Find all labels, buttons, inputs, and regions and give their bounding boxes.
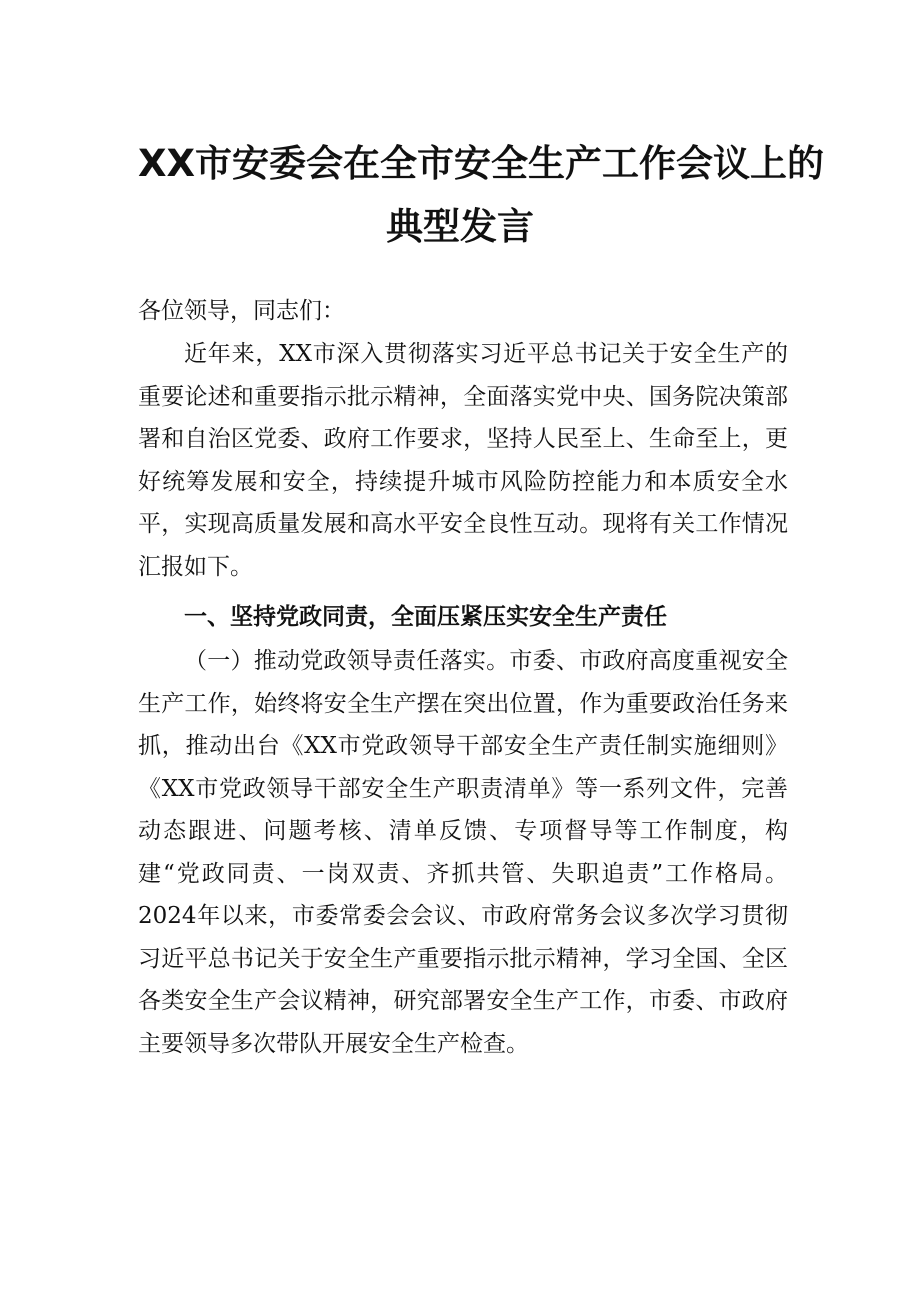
section-1-paragraph-1: （一）推动党政领导责任落实。市委、市政府高度重视安全生产工作，始终将安全生产摆在突出位置，作为重要政治任务来抓，推动出台《XX市党政领导干部安全生产责任制实施细则》《XX市党政领导干部安全生产职责清单》等一系列文件，完善动态跟进、问题考核、清单反馈、专项督导等工作制度，构建“党政同责、一岗双责、齐抓共管、失职追责”工作格局。2024年以来，市委常委会会议、市政府常务会议多次学习贯彻习近平总书记关于安全生产重要指示批示精神，学习全国、全区各类安全生产会议精神，研究部署安全生产工作，市委、市政府主要领导多次带队开展安全生产检查。 [138, 648, 788, 1057]
document-title-line-1: XX市安委会在全市安全生产工作会议上的 [138, 142, 825, 185]
document-title-line-2: 典型发言 [386, 205, 534, 248]
salutation: 各位领导，同志们： [138, 298, 345, 324]
intro-paragraph: 近年来，XX市深入贯彻落实习近平总书记关于安全生产的重要论述和重要指示批示精神，全面落实党中央、国务院决策部署和自治区党委、政府工作要求，坚持人民至上、生命至上，更好统筹发展和安全，持续提升城市风险防控能力和本质安全水平，实现高质量发展和高水平安全良性互动。现将有关工作情况汇报如下。 [138, 341, 788, 580]
section-heading-1: 一、坚持党政同责，全面压紧压实安全生产责任 [184, 604, 667, 630]
